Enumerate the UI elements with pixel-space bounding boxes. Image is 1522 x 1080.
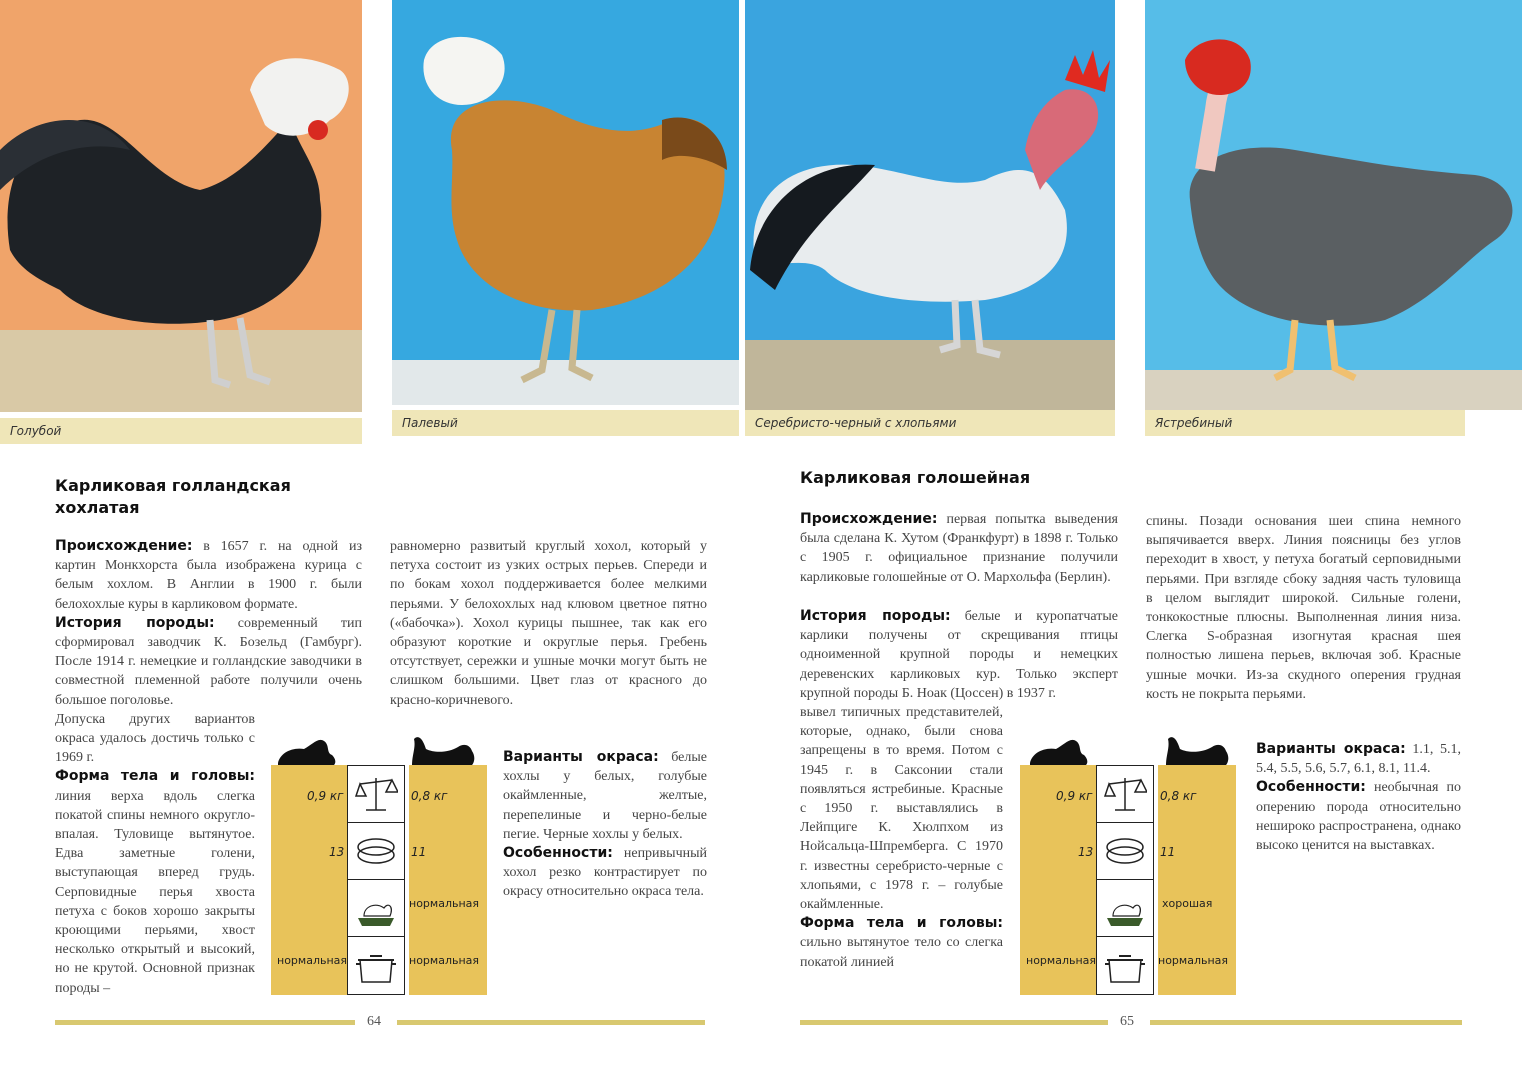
hen-silhouette-icon — [1030, 735, 1090, 765]
meat-rooster: нормальная — [1158, 954, 1229, 967]
rooster-silhouette-icon — [412, 733, 477, 765]
nest-eggs-icon — [354, 888, 398, 928]
hen-weight: 0,9 кг — [307, 789, 344, 803]
rooster-weight: 0,8 кг — [1160, 789, 1197, 803]
left-column-2: равномерно развитый круглый хохол, который у петуха состоит из узких острых перьев. Спереди и по бокам хохол поддерживается более мелкими перьями. У белохохлых над клювом цветное пятно («бабочка»). Хохол курицы пышнее, так как его образуют короткие и округлые перья. Гребень отсутствует, сережки и ушные мочки могут быть не слишком большими. Цвет глаз от красного до красно-коричневого. — [390, 539, 707, 708]
hen-ring-size: 13 — [329, 845, 345, 859]
photo-buff-hen — [392, 0, 739, 405]
stats-icon-column — [1096, 765, 1154, 995]
meat-rooster: нормальная — [409, 954, 480, 967]
photo-silver-black-rooster — [745, 0, 1115, 410]
left-footer-rule — [55, 1020, 355, 1025]
meat-hen: нормальная — [1026, 954, 1097, 967]
rooster-ring-size: 11 — [1160, 845, 1176, 859]
left-stats-table — [271, 765, 487, 995]
stats-icon-column — [347, 765, 405, 995]
right-column-2-lower: Варианты окраса: 1.1, 5.1, 5.4, 5.5, 5.6, 5.7, 6.1, 8.1, 11.4. Особенности: необычная по оперению порода относительно нешироко распространена, однако высоко ценится на выставках. — [1256, 741, 1462, 854]
meat-hen: нормальная — [277, 954, 348, 967]
left-column-2-lower: Варианты окраса: белые хохлы у белых, голубые окаймленные, желтые, перепелиные и черно-белые пегие. Черные хохлы у белых. Особенности: непривычный хохол резко контрастирует по окрасу относительно окраса тела. — [503, 749, 708, 900]
left-footer-rule-2 — [397, 1020, 705, 1025]
hen-weight: 0,9 кг — [1056, 789, 1093, 803]
right-stats-table — [1020, 765, 1236, 995]
caption-blue: Голубой — [0, 418, 362, 444]
caption-cuckoo: Ястребиный — [1145, 410, 1465, 436]
nest-eggs-icon — [1103, 888, 1147, 928]
laying-rating: нормальная — [409, 897, 480, 910]
cooking-pot-icon — [1103, 946, 1147, 986]
right-breed-title: Карликовая голошейная — [800, 468, 1031, 487]
left-page-number: 64 — [367, 1014, 381, 1029]
right-footer-rule — [800, 1020, 1108, 1025]
right-column-1-lower: вывел типичных представителей, которые, однако, были снова запрещены в то время. Потом с 1945 г. в Саксонии стали появляться ястребиные. Красные с 1950 г. выставлялись в Лейпциге К. Хюлпхом из Нойсальца-Шпремберга. С 1970 г. известны серебристо-черные с хлопьями, с 1978 г. – голубые окаймленные. Форма тела и головы: сильно вытянутое тело со слегка покатой линией — [800, 705, 1003, 970]
leg-ring-icon — [1103, 831, 1147, 871]
right-column-2: спины. Позади основания шеи спина немного выпячивается вверх. Линия поясницы без углов переходит в хвост, у петуха богатый серповидными перьями. При взгляде сбоку задняя часть туловища в целом выглядит широкой. Сильные голени, тонкокостные плюсны. Выполненная линия низа. Слегка S-образная изогнутая красная шея полностью лишена перьев, включая зоб. Красные ушные мочки. Из-за скудного оперения грудная кость не покрыта перьями. — [1146, 514, 1461, 702]
scale-icon — [354, 774, 398, 814]
caption-buff: Палевый — [392, 410, 739, 436]
rooster-silhouette-icon — [1166, 733, 1231, 765]
right-footer-rule-2 — [1150, 1020, 1462, 1025]
right-column-1: Происхождение: первая попытка выведения была сделана К. Хутом (Франкфурт) в 1898 г. Только с 1905 г. официальное признание получили карликовые голошейные от О. Мархольфа (Берлин). — [800, 511, 1118, 585]
right-column-1-mid: История породы: белые и куропатчатые карлики получены от скрещивания птицы одноименной крупной породы и немецких деревенских карликовых кур. Только эксперт крупной породы Б. Ноак (Цоссен) в 1937 г. — [800, 608, 1118, 701]
rooster-ring-size: 11 — [411, 845, 427, 859]
photo-cuckoo-rooster — [1145, 0, 1522, 410]
hen-ring-size: 13 — [1078, 845, 1094, 859]
left-column-1: Происхождение: в 1657 г. на одной из картин Монкхорста была изображена курица с белым хохлом. В Англии в 1900 г. были белохохлые куры в карликовом формате. История породы: современный тип сформировал заводчик К. Бозельд (Гамбург). После 1914 г. немецкие и голландские заводчики в совместной племенной работе получили очень большое поголовье. Допуска других вариантов окраса удалось достичь только с 1969 г. Форма тела и головы: линия верха вдоль слегка покатой спины немного округло-впалая. Туловище вытянутое. Едва заметные голени, выступающая вперед грудь. Серповидные перья хвоста петуха с боков хорошо закрыты кроющими перьями, хвост несколько открытый и высокий, но не крутой. Основной признак породы – — [55, 538, 362, 996]
laying-rating: хорошая — [1162, 897, 1213, 910]
hen-silhouette-icon — [278, 735, 338, 765]
photo-blue-rooster — [0, 0, 362, 412]
scale-icon — [1103, 774, 1147, 814]
rooster-weight: 0,8 кг — [411, 789, 448, 803]
leg-ring-icon — [354, 831, 398, 871]
left-breed-title: Карликовая голландская хохлатая — [55, 476, 291, 517]
cooking-pot-icon — [354, 946, 398, 986]
caption-silver-black: Серебристо-черный с хлопьями — [745, 410, 1115, 436]
right-page-number: 65 — [1120, 1014, 1134, 1029]
